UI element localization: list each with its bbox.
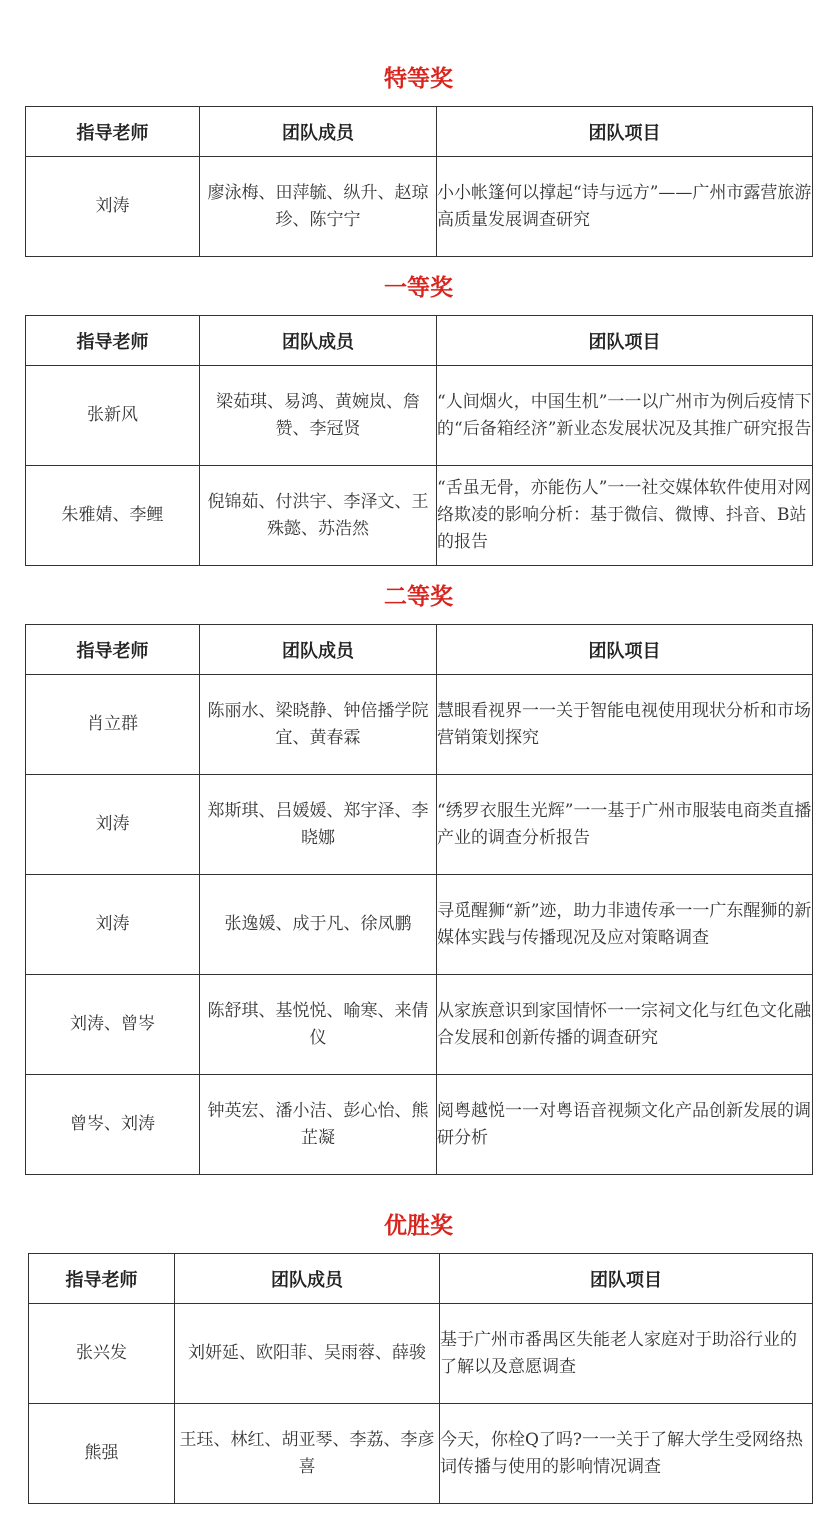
members-cell: 廖泳梅、田萍毓、纵升、赵琼珍、陈宁宁 <box>200 157 437 257</box>
project-cell: 基于广州市番禺区失能老人家庭对于助浴行业的了解以及意愿调查 <box>440 1304 813 1404</box>
teacher-cell: 曾岑、刘涛 <box>26 1075 200 1175</box>
members-cell: 梁茹琪、易鸿、黄婉岚、詹赞、李冠贤 <box>200 366 437 466</box>
teacher-cell: 刘涛 <box>26 875 200 975</box>
teacher-cell: 刘涛 <box>26 775 200 875</box>
project-cell: “绣罗衣服生光辉”一一基于广州市服装电商类直播产业的调查分析报告 <box>437 775 813 875</box>
members-cell: 钟英宏、潘小洁、彭心怡、熊芷凝 <box>200 1075 437 1175</box>
project-cell: 阅粤越悦一一对粤语音视频文化产品创新发展的调研分析 <box>437 1075 813 1175</box>
teacher-cell: 熊强 <box>29 1404 175 1504</box>
header-members: 团队成员 <box>200 625 437 675</box>
teacher-cell: 朱雅婧、李鲤 <box>26 466 200 566</box>
table-row <box>26 975 813 1075</box>
header-members: 团队成员 <box>175 1254 440 1304</box>
project-cell: “舌虽无骨，亦能伤人”一一社交媒体软件使用对网络欺凌的影响分析：基于微信、微博、抖音、B站的报告 <box>437 466 813 566</box>
table-header-row <box>26 316 813 366</box>
project-cell: 今天，你栓Q了吗?一一关于了解大学生受网络热词传播与使用的影响情况调查 <box>440 1404 813 1504</box>
section-title-merit-prize: 优胜奖 <box>384 1213 453 1239</box>
project-cell: 寻觅醒狮“新”迹，助力非遗传承一一广东醒狮的新媒体实践与传播现况及应对策略调查 <box>437 875 813 975</box>
header-teacher: 指导老师 <box>29 1254 175 1304</box>
table-row <box>29 1304 813 1404</box>
table-row <box>29 1404 813 1504</box>
header-teacher: 指导老师 <box>26 625 200 675</box>
teacher-cell: 张兴发 <box>29 1304 175 1404</box>
header-teacher: 指导老师 <box>26 107 200 157</box>
members-cell: 郑斯琪、吕媛媛、郑宇泽、李晓娜 <box>200 775 437 875</box>
table-row <box>26 466 813 566</box>
header-project: 团队项目 <box>440 1254 813 1304</box>
project-cell: 慧眼看视界一一关于智能电视使用现状分析和市场营销策划探究 <box>437 675 813 775</box>
project-cell: “人间烟火，中国生机”一一以广州市为例后疫情下的“后备箱经济”新业态发展状况及其推广研究报告 <box>437 366 813 466</box>
first-prize-table <box>25 315 813 566</box>
section-title-grand-prize: 特等奖 <box>384 66 453 92</box>
table-row <box>26 675 813 775</box>
table-header-row <box>29 1254 813 1304</box>
members-cell: 陈舒琪、基悦悦、喻寒、来倩仪 <box>200 975 437 1075</box>
teacher-cell: 肖立群 <box>26 675 200 775</box>
header-members: 团队成员 <box>200 316 437 366</box>
header-teacher: 指导老师 <box>26 316 200 366</box>
section-title-first-prize: 一等奖 <box>384 275 453 301</box>
grand-prize-table <box>25 106 813 257</box>
members-cell: 倪锦茹、付洪宇、李泽文、王殊懿、苏浩然 <box>200 466 437 566</box>
merit-prize-table <box>28 1253 813 1504</box>
members-cell: 刘妍延、欧阳菲、吴雨蓉、薛骏 <box>175 1304 440 1404</box>
table-row <box>26 875 813 975</box>
header-project: 团队项目 <box>437 316 813 366</box>
teacher-cell: 刘涛 <box>26 157 200 257</box>
header-project: 团队项目 <box>437 107 813 157</box>
members-cell: 陈丽水、梁晓静、钟倍播学院宜、黄春霖 <box>200 675 437 775</box>
members-cell: 张逸媛、成于凡、徐凤鹏 <box>200 875 437 975</box>
table-row <box>26 775 813 875</box>
project-cell: 小小帐篷何以撑起“诗与远方”——广州市露营旅游高质量发展调查研究 <box>437 157 813 257</box>
teacher-cell: 刘涛、曾岑 <box>26 975 200 1075</box>
table-row <box>26 157 813 257</box>
members-cell: 王珏、林红、胡亚琴、李荔、李彦喜 <box>175 1404 440 1504</box>
header-project: 团队项目 <box>437 625 813 675</box>
project-cell: 从家族意识到家国情怀一一宗祠文化与红色文化融合发展和创新传播的调查研究 <box>437 975 813 1075</box>
second-prize-table <box>25 624 813 1175</box>
table-header-row <box>26 107 813 157</box>
section-title-second-prize: 二等奖 <box>384 584 453 610</box>
teacher-cell: 张新风 <box>26 366 200 466</box>
table-row <box>26 366 813 466</box>
table-header-row <box>26 625 813 675</box>
header-members: 团队成员 <box>200 107 437 157</box>
table-row <box>26 1075 813 1175</box>
